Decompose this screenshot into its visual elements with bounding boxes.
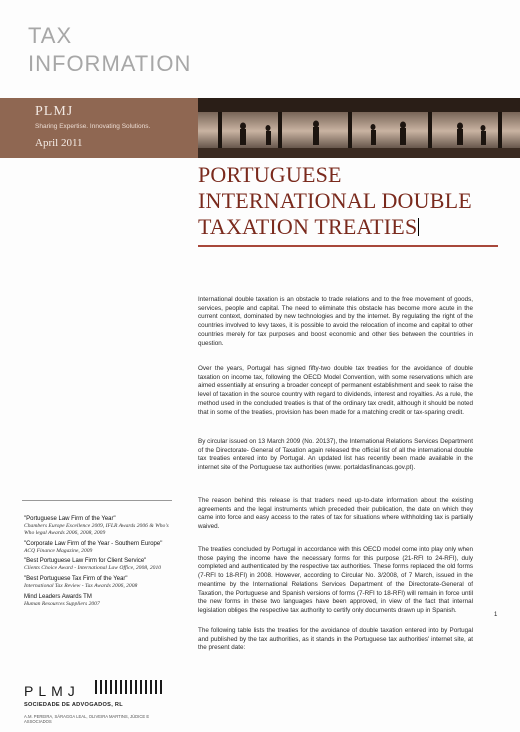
award-item <box>24 558 174 572</box>
body-paragraph-3: By circular issued on 13 March 2009 (No. 20137), the International Relations Services Department of the Directorate- General of Taxation again released the official list of all the international double tax treaties entered into by Portugal. An updated list has recently been made available in the internet site of the Portuguese tax authorities (www. portaldasfinancas.gov.pt). <box>198 438 473 472</box>
header-title-line-1: TAX <box>28 23 73 48</box>
brand-name: PLMJ <box>35 104 74 119</box>
award-source: Clients Choice Award - International Law Office, 2008, 2010 <box>24 565 162 572</box>
title-line-3-text: TAXATION TREATIES <box>198 214 418 239</box>
title-line-1: PORTUGUESE <box>198 162 342 187</box>
body-paragraph-1: International double taxation is an obstacle to trade relations and to the free movement of goods, services, people and capital. The need to eliminate this obstacle has become more acute in the current context, dominated by new technologies and by the internet. By regulating the right of the countries involved to levy taxes, it is possible to avoid the relocation of income and capital to other countries merely for tax purposes and boost economic and other ties between the countries in question. <box>198 296 473 347</box>
award-source: International Tax Review - Tax Awards 2006, 2008 <box>24 583 138 590</box>
award-title: Mind Leaders Awards TM <box>24 593 92 600</box>
award-title: "Best Portuguese Law Firm for Client Service" <box>24 558 147 565</box>
issue-date: April 2011 <box>35 137 83 149</box>
award-title: "Corporate Law Firm of the Year - Southern Europe" <box>24 540 163 547</box>
text-cursor <box>418 218 419 236</box>
brand-tagline: Sharing Expertise. Innovating Solutions. <box>35 123 151 130</box>
award-item <box>24 541 174 555</box>
award-title: "Portuguese Law Firm of the Year" <box>24 516 116 522</box>
award-item <box>24 516 174 537</box>
award-item <box>24 576 174 590</box>
award-item <box>24 594 174 608</box>
header-photo <box>198 98 520 158</box>
document-title <box>198 162 498 240</box>
firm-logo-word: PLMJ <box>24 683 80 699</box>
title-line-3 <box>198 214 498 240</box>
body-paragraph-2: Over the years, Portugal has signed fifty-two double tax treaties for the avoidance of double taxation on income tax, following the OECD Model Convention, with some reservations which are aimed essentially at ensuring a broader concept of permanent establishment and seek to raise the level of taxation in the source country with regard to dividends, interest and royalties. As a rule, the method used in the concluded treaties is that of the ordinary tax credit, although it should be noted that in some of the treaties, provision has been made for a matching credit or tax-sparing credit. <box>198 365 473 416</box>
document-header-title <box>28 22 191 78</box>
award-source: Human Resources Suppliers 2007 <box>24 600 100 607</box>
award-title: "Best Portuguese Tax Firm of the Year" <box>24 576 128 583</box>
body-paragraph-6: The following table lists the treaties for the avoidance of double taxation entered into by Portugal and published by the tax authorities, as it stands in the Portuguese tax authorities' internet site, at the present date: <box>198 627 473 652</box>
body-paragraph-5: The treaties concluded by Portugal in accordance with this OECD model come into play only when those paying the income have the necessary forms for this purpose (21-RFI to 24-RFI), duly completed and authenticated by the respective tax authorities. These forms replaced the old forms (7-RFI to 18-RFI) in 2008. However, according to Circular No. 3/2008, of 7 March, issued in the meantime by the International Relations Services Department of the Directorate-General of Taxation, the Portuguese and Spanish versions of forms (7-RFI to 18-RFI) will remain in force until the new forms in these two languages have been approved, in view of the fact that internal legislation obliges the respective tax authority to certify only documents drawn up in Spanish. <box>198 546 473 614</box>
body-paragraph-4: The reason behind this release is that traders need up-to-date information about the existing agreements and the legal instruments which preceded their publication, the date on which they came into force and easy access to the rates of tax for situations where withholding tax is partially waived. <box>198 497 473 531</box>
title-underline <box>198 245 498 247</box>
firm-partner-names: A.M. PEREIRA, SÁRAGGA LEAL, OLIVEIRA MARTINS, JÚDICE E ASSOCIADOS <box>24 714 150 724</box>
title-line-2: INTERNATIONAL DOUBLE <box>198 188 472 213</box>
award-source: Chambers Europe Excellence 2009, IFLR Awards 2006 & Who's Who legal Awards 2006, 2008, 2009 <box>24 523 169 536</box>
firm-legal-name: SOCIEDADE DE ADVOGADOS, RL <box>24 702 123 708</box>
awards-list <box>24 516 174 612</box>
header-title-line-2: INFORMATION <box>28 51 192 76</box>
award-source: ACQ Finance Magazine, 2009 <box>24 547 93 554</box>
sidebar-divider <box>22 500 172 501</box>
firm-logo-bars-icon <box>95 678 165 694</box>
page-number: 1 <box>494 612 498 618</box>
